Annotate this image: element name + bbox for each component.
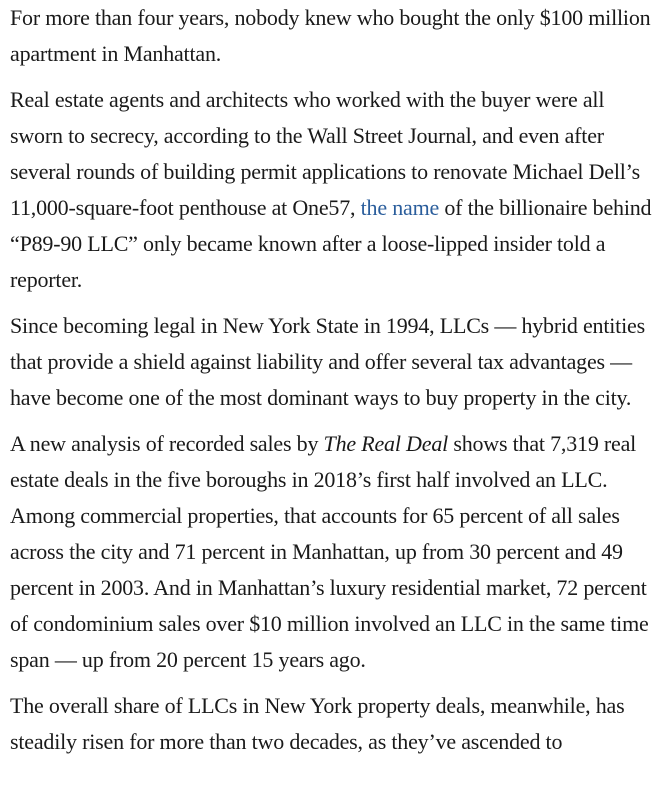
- paragraph-2: [10, 82, 662, 298]
- paragraph-3-text: Since becoming legal in New York State in 1994, LLCs — hybrid entities that provide a shield against liability and offer several tax advantages — have become one of the most dominant ways to buy property in the city.: [10, 313, 645, 410]
- paragraph-1: [10, 0, 662, 72]
- paragraph-3: [10, 308, 662, 416]
- paragraph-5-text: The overall share of LLCs in New York property deals, meanwhile, has steadily risen for more than two decades, as they’ve ascended to: [10, 693, 625, 754]
- paragraph-1-text: For more than four years, nobody knew who bought the only $100 million apartment in Manhattan.: [10, 5, 651, 66]
- the-name-link[interactable]: the name: [360, 195, 440, 220]
- paragraph-2-text-before: Real estate agents and architects who worked with the buyer were all sworn to secrecy, according to the Wall Street Journal, and even after several rounds of building permit applications to renovate Michael Dell’s 11,000-square-foot penthouse at One57,: [10, 87, 640, 220]
- publication-name: The Real Deal: [323, 431, 449, 456]
- paragraph-4: [10, 426, 662, 678]
- paragraph-4-text-before: A new analysis of recorded sales by: [10, 431, 324, 456]
- paragraph-4-text-after: shows that 7,319 real estate deals in the five boroughs in 2018’s first half involved an LLC. Among commercial properties, that accounts for 65 percent of all sales across the city and 71 percent in Manhattan, up from 30 percent and 49 percent in 2003. And in Manhattan’s luxury residential market, 72 percent of condominium sales over $10 million involved an LLC in the same time span — up from 20 percent 15 years ago.: [10, 431, 649, 672]
- paragraph-2-text-after: of the billionaire behind “P89-90 LLC” only became known after a loose-lipped insider told a reporter.: [10, 195, 652, 292]
- paragraph-5: [10, 688, 662, 760]
